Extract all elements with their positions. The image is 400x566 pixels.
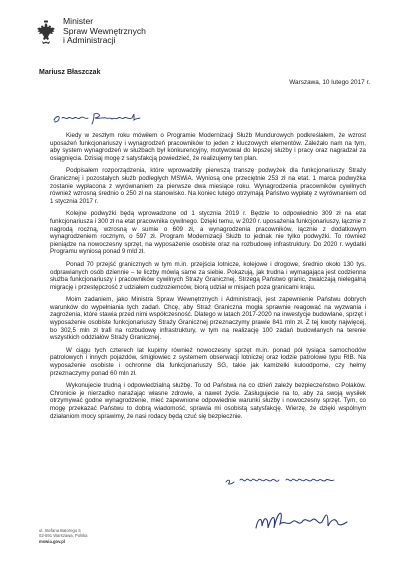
letter-date: Warszawa, 10 lutego 2017 r. xyxy=(289,79,370,86)
handwritten-closing xyxy=(222,468,342,490)
handwritten-salutation xyxy=(50,106,150,130)
footer-address xyxy=(39,528,88,544)
footer-street: ul. Stefana Batorego 5 xyxy=(39,528,81,533)
footer-website: mswia.gov.pl xyxy=(39,538,65,544)
letter-body xyxy=(50,132,366,425)
paragraph-5: Moim zadaniem, jako Ministra Spraw Wewnętrznych i Administracji, jest zapewnienie Państwu dobrych warunków do wypełniania tych zadań. Chcę, aby Straż Graniczna mogła sprawnie reagować na wyzwania i zagrożenia, które stawia przed nimi współczesność. Dlatego w latach 2017-2020 na inwestycje budowlane, sprzęt i wyposażenie osobiste funkcjonariuszy Straży Granicznej przeznaczymy prawie 841 mln zł. Z tej kwoty najwięcej, bo 302,5 mln zł trafi na rozbudowę infrastruktury, w tym na realizację 100 zadań budowlanych na terenie wszystkich oddziałów Straży Granicznej. xyxy=(50,296,366,342)
footer-city: 02-591 Warszawa, Polska xyxy=(39,533,88,539)
paragraph-3: Kolejne podwyżki będą wprowadzone od 1 stycznia 2019 r. Będzie to odpowiednio 309 zł na etat funkcjonariusza i 300 zł na etat pracownika cywilnego. Dzięki temu, w 2020 r. uposażenia funkcjonariuszy, łącznie z nagrodą roczną, wzrosną w sumie o 609 zł, a wynagrodzenia pracowników, łącznie z dodatkowym wynagrodzeniem rocznym, o 597 zł. Program Modernizacji Służb to jednak nie tylko podwyżki. To również pieniądze na nowoczesny sprzęt, na wyposażenie osobiste oraz na rozbudowę infrastruktury. Do 2020 r. wydatki Programu wyniosą ponad 9 mld zł. xyxy=(50,210,366,256)
paragraph-6: W ciągu tych czterech lat kupimy również nowoczesny sprzęt m.in. ponad pół tysiąca samochodów patrolowych i innych pojazdów, śmigłowiec z systemem obserwacji lotniczej oraz łodzie patrolowe typu RIB. Na wyposażenie osobiste i ochronne dla funkcjonariuszy SG, takie jak kamizelki kuloodporne, czy hełmy przeznaczymy ponad 60 mln zł. xyxy=(50,346,366,377)
ministry-line-2: Spraw Wewnętrznych xyxy=(63,25,146,36)
polish-eagle-icon xyxy=(34,19,58,47)
paragraph-1: Kiedy w zeszłym roku mówiłem o Programie Modernizacji Służb Mundurowych podkreślałem, że wzrost uposażeń funkcjonariuszy i wynagrodzeń pracowników to jeden z kluczowych elementów. Zależało nam na tym, aby system wynagrodzeń w służbach był konkurencyjny, motywował do lepszej służby i pracy oraz nagradzał za osiągnięcia. Dzisiaj mogę z satysfakcją powiedzieć, że realizujemy ten plan. xyxy=(50,132,366,162)
minister-name: Mariusz Błaszczak xyxy=(39,69,101,76)
paragraph-7: Wykonujecie trudną i odpowiedzialną służbę. To od Państwa na co dzień zależy bezpieczeństwo Polaków. Chronicie je nierzadko narażając własne zdrowie, a nawet życie. Zasługujecie na to, aby za swoją wysiłek otrzymywać godne wynagrodzenie, mieć zapewnione odpowiednie warunki służby i nowoczesny sprzęt. Tym, co mogę przekazać Państwu to dobrą wiadomość, sprawia mi osobistą satysfakcję. Wierzę, że dzięki wspólnym działaniom mocy sprawimy, że nasi rodacy będą czuć się bezpiecznie. xyxy=(50,382,366,420)
paragraph-4: Ponad 70 przejść granicznych w tym m.in. przejścia lotnicze, kolejowe i drogowe, średnio około 130 tys. odprawianych osób dziennie – te liczby mówią same za siebie. Pokazują, jak trudna i wymagająca jest codzienna służba funkcjonariuszy i pracowników cywilnych Straży Granicznej. Strzegą Państwo granic, zwalczają nielegalną migrację i przestępczość z udziałem cudzoziemców, biorą udział w misjach poza granicami kraju. xyxy=(50,260,366,291)
ministry-line-3: i Administracji xyxy=(63,35,116,46)
signature xyxy=(250,500,350,540)
paragraph-2: Podpisałem rozporządzenia, które wprowadziły pierwszą transzę podwyżek dla funkcjonariuszy Straży Granicznej i pozostałych służb podległych MSWiA. Wyniosą one przeciętnie 253 zł na etat. 1 marca podwyżka zostanie wypłacona z wyrównaniem za pierwsze dwa miesiące roku. Wynagrodzenia pracowników cywilnych również wzrosną średnio o 250 zł na stanowisko. Na koniec lutego otrzymają Państwo wypłatę z wyrównaniem od 1 stycznia 2017 r. xyxy=(50,167,366,205)
letterhead xyxy=(34,17,146,47)
ministry-name xyxy=(63,17,146,46)
ministry-line-1: Minister xyxy=(63,16,94,26)
